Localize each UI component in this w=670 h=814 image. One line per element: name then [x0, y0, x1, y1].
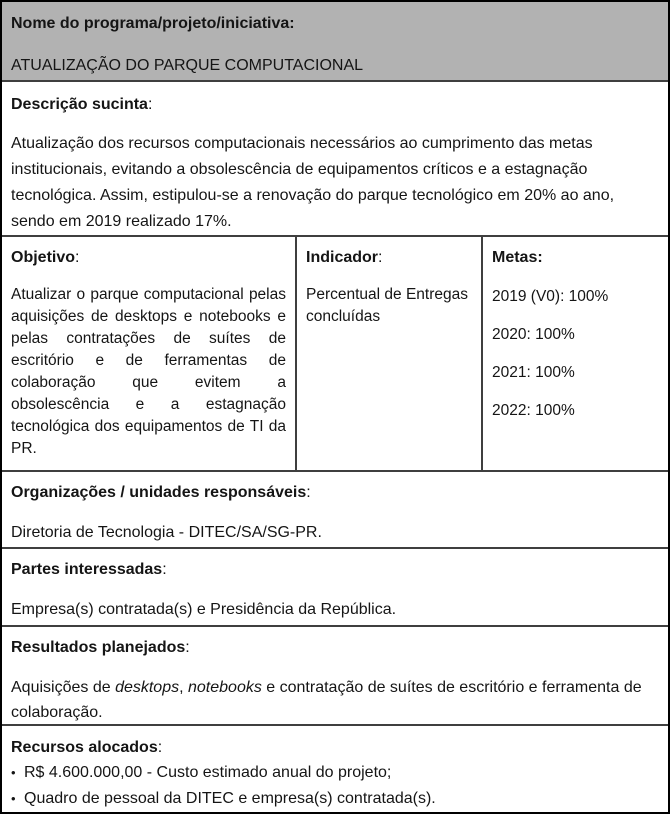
stakeholders-label: Partes interessadas: — [11, 561, 167, 578]
description-text: Atualização dos recursos computacionais necessários ao cumprimento das metas institucionais, evitando a obsolescência de equipamentos críticos e a estagnação tecnológica. Assim, estipulou-se a renovação do parque tecnológico em 20% ao ano, sendo em 2019 realizado 17%. — [11, 135, 615, 230]
section-program-name — [2, 2, 668, 80]
indicator-label: Indicador: — [306, 249, 383, 266]
description-label: Descrição sucinta: — [11, 96, 153, 113]
section-description — [2, 80, 668, 235]
stakeholders-text: Empresa(s) contratada(s) e Presidência da República. — [11, 601, 397, 618]
goal-item-2019: 2019 (V0): 100% — [492, 288, 609, 305]
objective-text: Atualizar o parque computacional pelas aquisições de desktops e notebooks e pelas contratações de suítes de escritório e de ferramentas de colaboração que evitem a obsolescência e a estagnação tecnológica dos equipamentos de TI da PR. — [11, 286, 286, 457]
resource-bullet-staff — [11, 786, 659, 812]
organizations-text: Diretoria de Tecnologia - DITEC/SA/SG-PR. — [11, 524, 322, 541]
section-planned-results — [2, 625, 668, 724]
goal-item-2021: 2021: 100% — [492, 364, 575, 381]
program-name-value: ATUALIZAÇÃO DO PARQUE COMPUTACIONAL — [11, 57, 364, 74]
resource-bullet-staff-text: Quadro de pessoal da DITEC e empresa(s) contratada(s). — [24, 790, 436, 807]
bullet-icon: • — [11, 765, 16, 780]
planned-results-text: Aquisições de desktops, notebooks e contratação de suítes de escritório e ferramenta de colaboração. — [11, 679, 642, 721]
resources-label: Recursos alocados: — [11, 739, 163, 756]
bullet-icon: • — [11, 791, 16, 806]
section-resources — [2, 724, 668, 812]
goals-label: Metas: — [492, 249, 543, 266]
objective-cell — [2, 237, 295, 470]
goal-item-2022: 2022: 100% — [492, 402, 575, 419]
organizations-label: Organizações / unidades responsáveis: — [11, 484, 311, 501]
program-name-label: Nome do programa/projeto/iniciativa: — [11, 15, 295, 32]
section-stakeholders — [2, 547, 668, 625]
objective-label: Objetivo: — [11, 249, 80, 266]
resource-bullet-cost — [11, 760, 659, 786]
indicator-text: Percentual de Entregas concluídas — [306, 286, 468, 325]
planned-results-label: Resultados planejados: — [11, 639, 190, 656]
section-objective-indicator-goals — [2, 235, 668, 470]
resource-bullet-cost-text: R$ 4.600.000,00 - Custo estimado anual do projeto; — [24, 764, 392, 781]
goals-cell — [481, 237, 668, 470]
goal-item-2020: 2020: 100% — [492, 326, 575, 343]
section-organizations — [2, 470, 668, 547]
indicator-cell — [295, 237, 481, 470]
